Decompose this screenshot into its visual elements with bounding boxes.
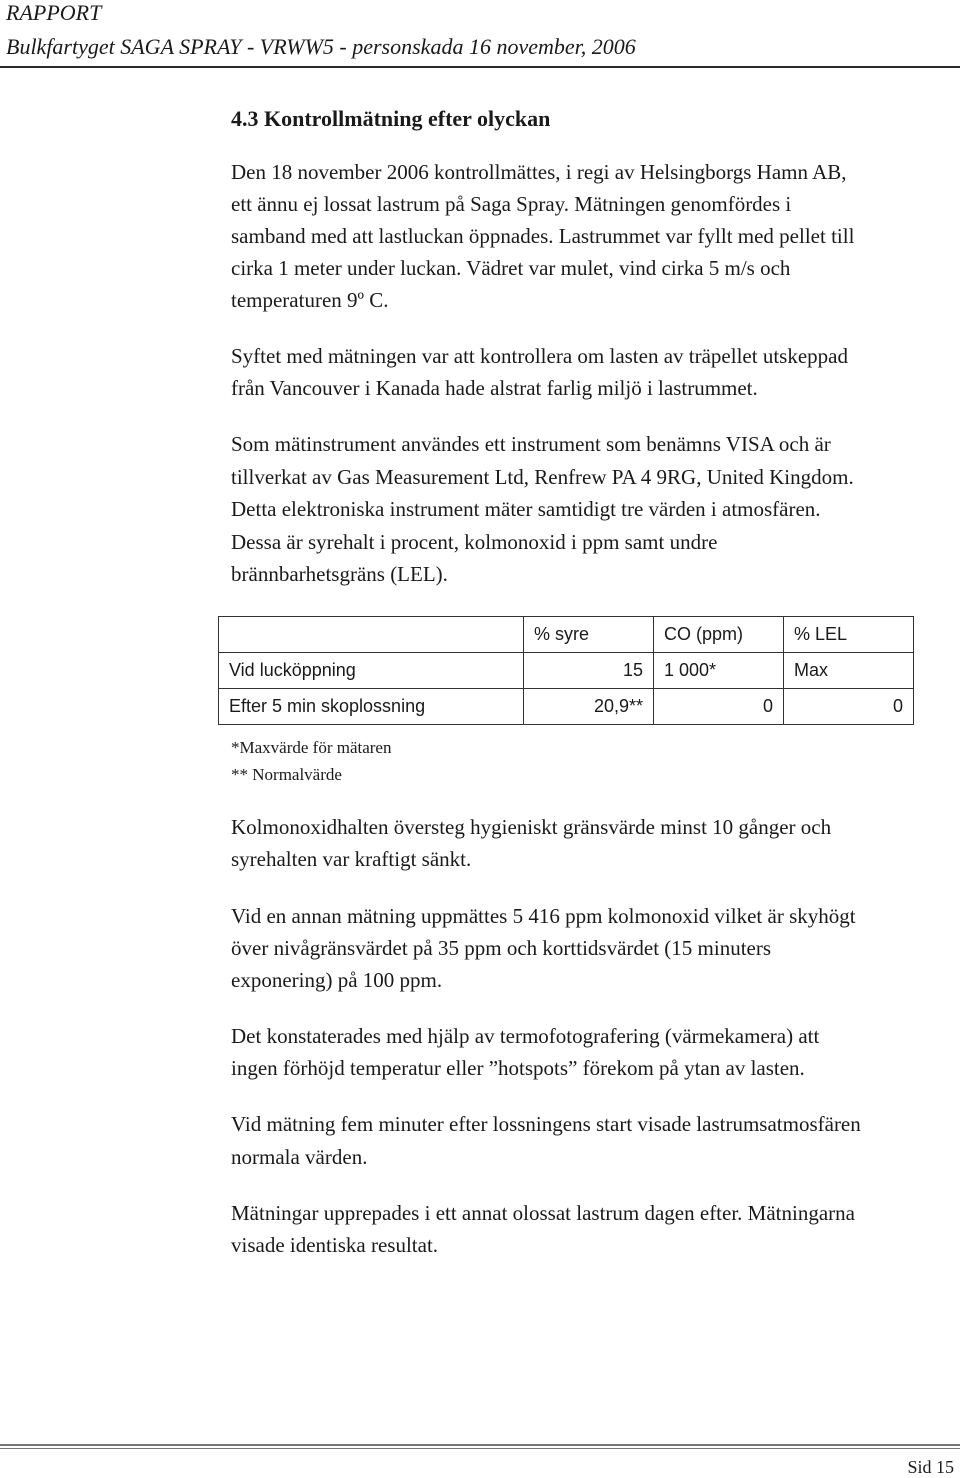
paragraph-line: ingen förhöjd temperatur eller ”hotspots” förekom på ytan av lasten. <box>231 1056 805 1080</box>
table-footnote: ** Normalvärde <box>231 765 342 784</box>
paragraph-line: Mätningar upprepades i ett annat olossat lastrum dagen efter. Mätningarna <box>231 1201 855 1225</box>
table-cell: Vid lucköppning <box>219 653 524 689</box>
paragraph-line: samband med att lastluckan öppnades. Lastrummet var fyllt med pellet till <box>231 224 855 248</box>
table-cell: 0 <box>784 689 914 725</box>
table-cell: Max <box>784 653 914 689</box>
header-divider <box>0 66 960 68</box>
measurement-table <box>218 616 914 725</box>
paragraph-line: Den 18 november 2006 kontrollmättes, i regi av Helsingborgs Hamn AB, <box>231 160 847 184</box>
paragraph-line: temperaturen 9º C. <box>231 288 389 312</box>
table-cell: 15 <box>524 653 654 689</box>
table-cell: Efter 5 min skoplossning <box>219 689 524 725</box>
paragraph-line: Kolmonoxidhalten översteg hygieniskt gränsvärde minst 10 gånger och <box>231 815 832 839</box>
table-header-cell: CO (ppm) <box>654 617 784 653</box>
paragraph-line: exponering) på 100 ppm. <box>231 968 443 992</box>
paragraph-line: över nivågränsvärdet på 35 ppm och korttidsvärdet (15 minuters <box>231 936 772 960</box>
table-row <box>219 653 914 689</box>
table-header-row <box>219 617 914 653</box>
paragraph-line: ett ännu ej lossat lastrum på Saga Spray. Mätningen genomfördes i <box>231 192 792 216</box>
paragraph-line: Vid en annan mätning uppmättes 5 416 ppm kolmonoxid vilket är skyhögt <box>231 904 856 928</box>
table-cell: 20,9** <box>524 689 654 725</box>
table-cell: 1 000* <box>654 653 784 689</box>
table-cell: 0 <box>654 689 784 725</box>
paragraph-line: visade identiska resultat. <box>231 1233 439 1257</box>
paragraph-line: Detta elektroniska instrument mäter samtidigt tre värden i atmosfären. <box>231 497 821 521</box>
report-title: RAPPORT <box>6 0 102 25</box>
report-subtitle: Bulkfartyget SAGA SPRAY - VRWW5 - personskada 16 november, 2006 <box>6 34 636 59</box>
paragraph-line: Vid mätning fem minuter efter lossningens start visade lastrumsatmosfären <box>231 1112 861 1136</box>
page-number: Sid 15 <box>907 1457 954 1477</box>
table-header-cell <box>219 617 524 653</box>
paragraph-line: brännbarhetsgräns (LEL). <box>231 562 448 586</box>
table-header-cell: % syre <box>524 617 654 653</box>
section-heading: 4.3 Kontrollmätning efter olyckan <box>231 106 551 131</box>
paragraph-line: Det konstaterades med hjälp av termofotografering (värmekamera) att <box>231 1024 820 1048</box>
paragraph-line: Dessa är syrehalt i procent, kolmonoxid i ppm samt undre <box>231 530 718 554</box>
table-row <box>219 689 914 725</box>
paragraph-line: cirka 1 meter under luckan. Vädret var mulet, vind cirka 5 m/s och <box>231 256 791 280</box>
paragraph-line: från Vancouver i Kanada hade alstrat farlig miljö i lastrummet. <box>231 376 758 400</box>
paragraph-line: normala värden. <box>231 1145 368 1169</box>
paragraph-line: Syftet med mätningen var att kontrollera om lasten av träpellet utskeppad <box>231 344 848 368</box>
paragraph-line: tillverkat av Gas Measurement Ltd, Renfrew PA 4 9RG, United Kingdom. <box>231 465 854 489</box>
footer-divider <box>0 1444 960 1449</box>
paragraph-line: Som mätinstrument användes ett instrument som benämns VISA och är <box>231 432 831 456</box>
table-header-cell: % LEL <box>784 617 914 653</box>
paragraph-line: syrehalten var kraftigt sänkt. <box>231 847 472 871</box>
table-footnote: *Maxvärde för mätaren <box>231 738 392 757</box>
